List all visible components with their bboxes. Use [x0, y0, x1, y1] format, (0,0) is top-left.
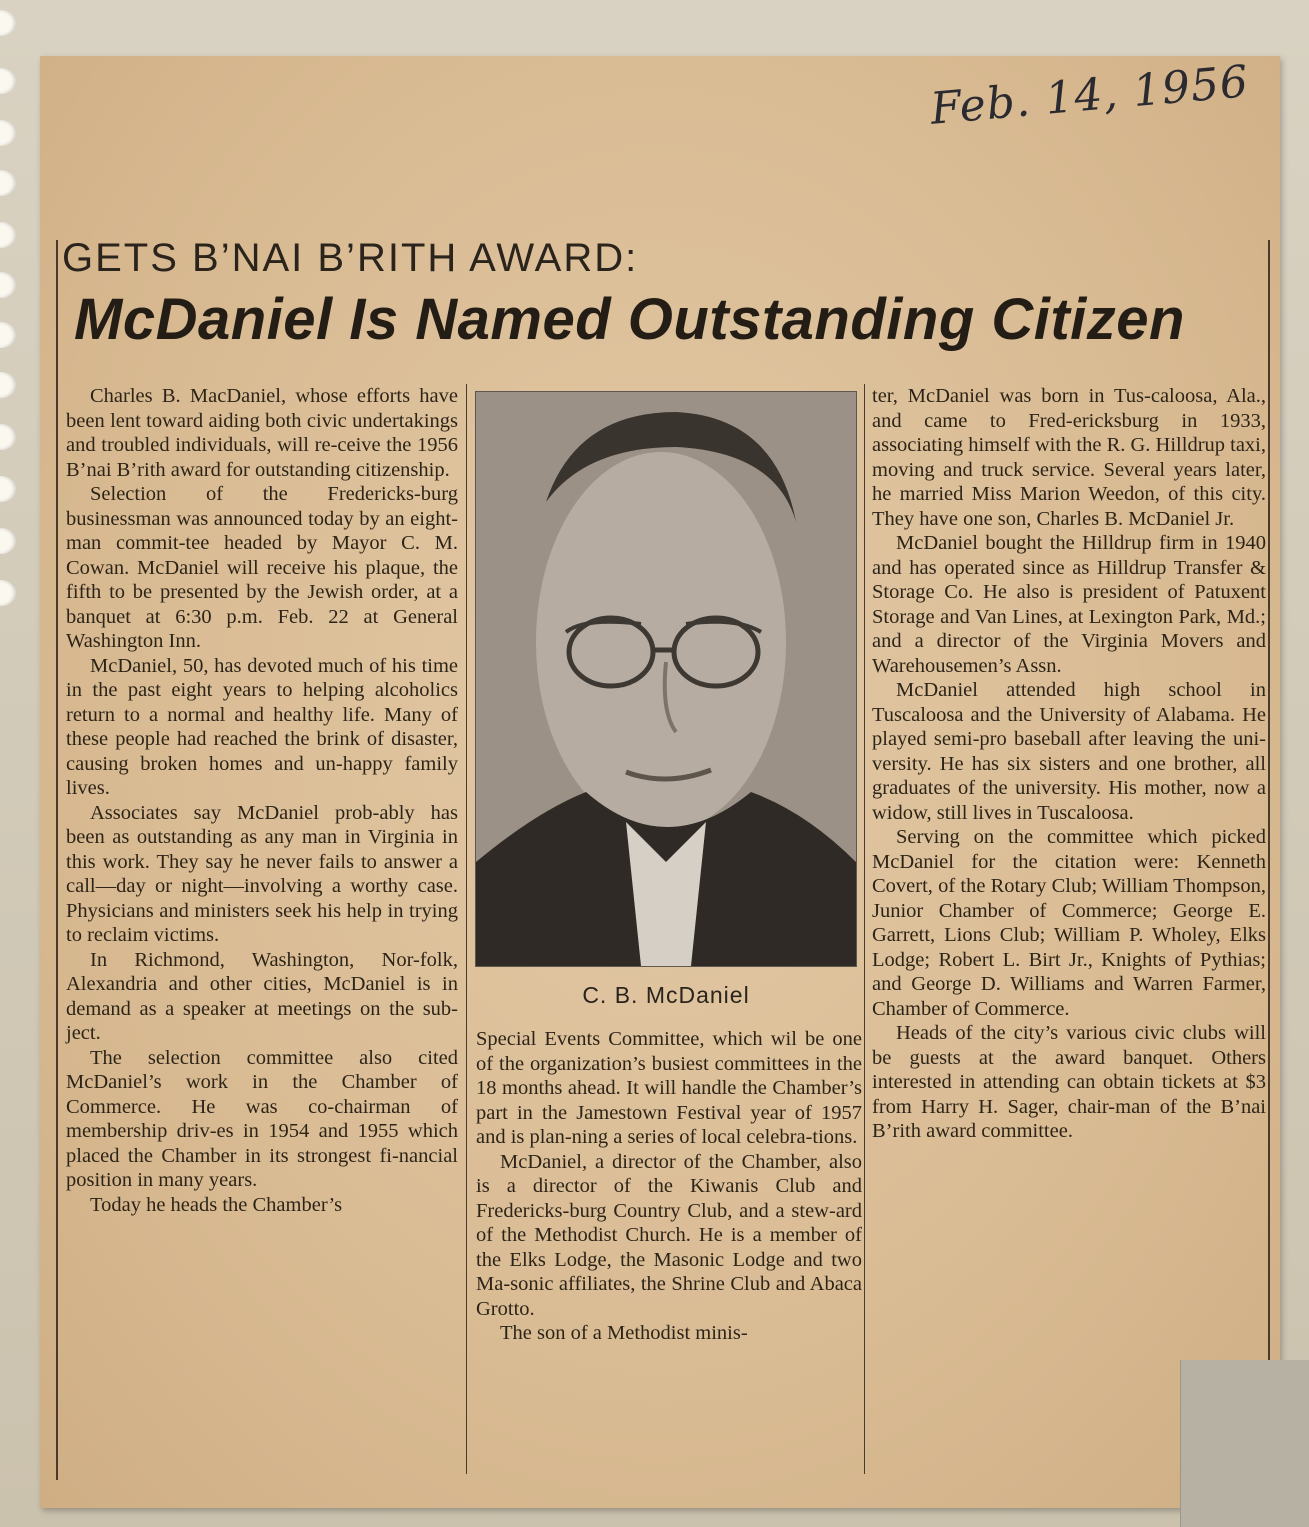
adjacent-clipping-fragment [1180, 1360, 1309, 1527]
paragraph: Selection of the Fredericks-burg businessman was announced today by an eight-man commit-tee headed by Mayor C. M. Cowan. McDaniel will receive his plaque, the fifth to be presented by the Jewish order, at a banquet at 6:30 p.m. Feb. 22 at General Washington Inn. [66, 483, 458, 652]
column-rule [466, 384, 467, 1474]
photo-caption: C. B. McDaniel [582, 982, 750, 1008]
binder-perforations [0, 0, 34, 1527]
perforation-hole [0, 10, 16, 36]
perforation-hole [0, 272, 16, 298]
paragraph: Serving on the committee which picked McDaniel for the citation were: Kenneth Covert, of the Rotary Club; William Thompson, Junior Chamber of Commerce; George E. Garrett, Lions Club; William P. Wholey, Elks Lodge; Robert L. Birt Jr., Knights of Pythias; and George D. Williams and Warren Farmer, Chamber of Commerce. [872, 826, 1266, 1020]
article-column-1 [66, 384, 458, 1217]
perforation-hole [0, 372, 16, 398]
paragraph: Special Events Committee, which wil be one of the organization’s busiest committees in the 18 months ahead. It will handle the Chamber’s part in the Jamestown Festival year of 1957 and is plan-ning a series of local celebra-tions. [476, 1028, 862, 1148]
paragraph: McDaniel attended high school in Tuscaloosa and the University of Alabama. He played semi-pro baseball after leaving the uni-versity. He has six sisters and one brother, all graduates of the university. His mother, now a widow, still lives in Tuscaloosa. [872, 679, 1266, 824]
paragraph: Associates say McDaniel prob-ably has been as outstanding as any man in Virginia in this work. They say he never fails to answer a call—day or night—involving a worthy case. Physicians and ministers seek his help in trying to reclaim victims. [66, 801, 458, 946]
main-headline: McDaniel Is Named Outstanding Citizen [74, 287, 1185, 352]
paragraph: McDaniel, 50, has devoted much of his time in the past eight years to helping alcoholics return to a normal and healthy life. Many of these people had reached the brink of disaster, causing broken homes and un-happy family lives. [66, 654, 458, 799]
handwritten-date: Feb. 14, 1956 [928, 56, 1251, 135]
left-border-rule [56, 240, 58, 1480]
perforation-hole [0, 528, 16, 554]
paragraph: McDaniel bought the Hilldrup firm in 1940 and has operated since as Hilldrup Transfer & Storage Co. He also is president of Patuxent Storage and Van Lines, at Lexington Park, Md.; and a director of the Virginia Movers and Warehousemen’s Assn. [872, 532, 1266, 677]
perforation-hole [0, 120, 16, 146]
paragraph: The selection committee also cited McDaniel’s work in the Chamber of Commerce. He was co-chairman of membership driv-es in 1954 and 1955 which placed the Chamber in its strongest fi-nancial position in many years. [66, 1046, 458, 1191]
paragraph: In Richmond, Washington, Nor-folk, Alexandria and other cities, McDaniel is in demand as a speaker at meetings on the sub-ject. [66, 948, 458, 1044]
perforation-hole [0, 222, 16, 248]
right-border-rule [1268, 240, 1270, 1470]
article-column-3 [872, 384, 1266, 1144]
column-rule [864, 384, 865, 1474]
paragraph: McDaniel, a director of the Chamber, also is a director of the Kiwanis Club and Fredericks-burg Country Club, and a stew-ard of the Methodist Church. He is a member of the Elks Lodge, the Masonic Lodge and two Ma-sonic affiliates, the Shrine Club and Abaca Grotto. [476, 1150, 862, 1320]
perforation-hole [0, 170, 16, 196]
perforation-hole [0, 68, 16, 94]
portrait-image [476, 392, 856, 966]
perforation-hole [0, 424, 16, 450]
kicker-headline: GETS B’NAI B’RITH AWARD: [62, 236, 639, 280]
article-column-2 [476, 1027, 862, 1346]
paragraph: Heads of the city’s various civic clubs will be guests at the award banquet. Others interested in attending can obtain tickets at $3 from Harry H. Sager, chair-man of the B’nai B’rith award committee. [872, 1022, 1266, 1142]
paragraph: The son of a Methodist minis- [500, 1322, 748, 1344]
paragraph: Charles B. MacDaniel, whose efforts have been lent toward aiding both civic undertakings and troubled individuals, will re-ceive the 1956 B’nai B’rith award for outstanding citizenship. [66, 385, 458, 481]
perforation-hole [0, 476, 16, 502]
perforation-hole [0, 580, 16, 606]
portrait-photo [475, 391, 857, 967]
perforation-hole [0, 322, 16, 348]
paragraph: Today he heads the Chamber’s [90, 1193, 343, 1216]
paragraph: ter, McDaniel was born in Tus-caloosa, Ala., and came to Fred-ericksburg in 1933, associating himself with the R. G. Hilldrup taxi, moving and truck service. Several years later, he married Miss Marion Weedon, of this city. They have one son, Charles B. McDaniel Jr. [872, 385, 1267, 530]
